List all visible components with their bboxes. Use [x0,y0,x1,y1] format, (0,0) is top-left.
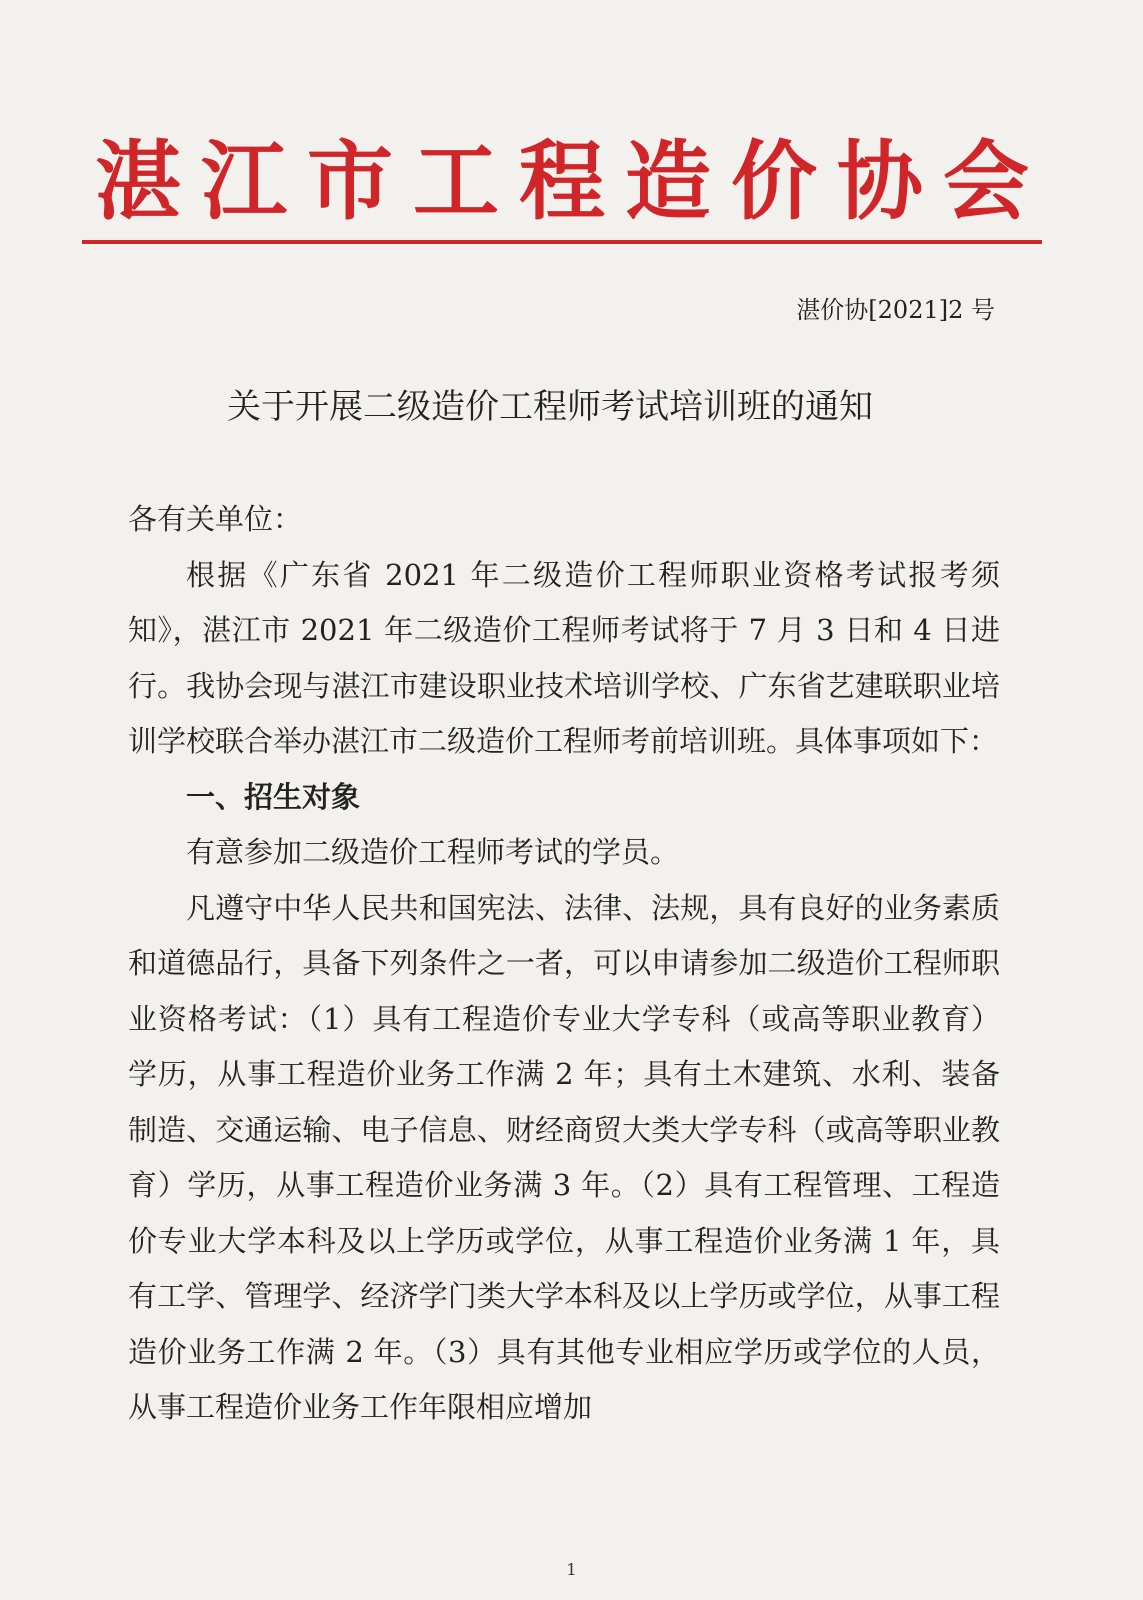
section-heading-enrollment: 一、招生对象 [186,779,361,814]
document-number: 湛价协[2021]2 号 [796,296,995,324]
paragraph-target: 有意参加二级造价工程师考试的学员。 [186,835,680,869]
document-title: 关于开展二级造价工程师考试培训班的通知 [227,387,873,427]
salutation: 各有关单位： [128,502,303,536]
document-body [128,492,1000,1436]
letterhead-red-rule [82,240,1042,244]
page-number: 1 [566,1560,577,1579]
letterhead-org-name: 湛江市工程造价协会 [95,131,1049,232]
paragraph-intro: 根据《广东省 2021 年二级造价工程师职业资格考试报考须知》，湛江市 2021 年二级造价工程师考试将于 7 月 3 日和 4 日进行。我协会现与湛江市建设职业技术培训学校、广东省艺建联职业培训学校联合举办湛江市二级造价工程师考前培训班。具体事项如下： [128,557,1000,758]
paragraph-conditions: 凡遵守中华人民共和国宪法、法律、法规，具有良好的业务素质和道德品行，具备下列条件之一者，可以申请参加二级造价工程师职业资格考试：（1）具有工程造价专业大学专科（或高等职业教育）学历，从事工程造价业务工作满 2 年；具有土木建筑、水利、装备制造、交通运输、电子信息、财经商贸大类大学专科（或高等职业教育）学历，从事工程造价业务满 3 年。（2）具有工程管理、工程造价专业大学本科及以上学历或学位，从事工程造价业务满 1 年，具有工学、管理学、经济学门类大学本科及以上学历或学位，从事工程造价业务工作满 2 年。（3）具有其他专业相应学历或学位的人员，从事工程造价业务工作年限相应增加 [128,890,1000,1424]
